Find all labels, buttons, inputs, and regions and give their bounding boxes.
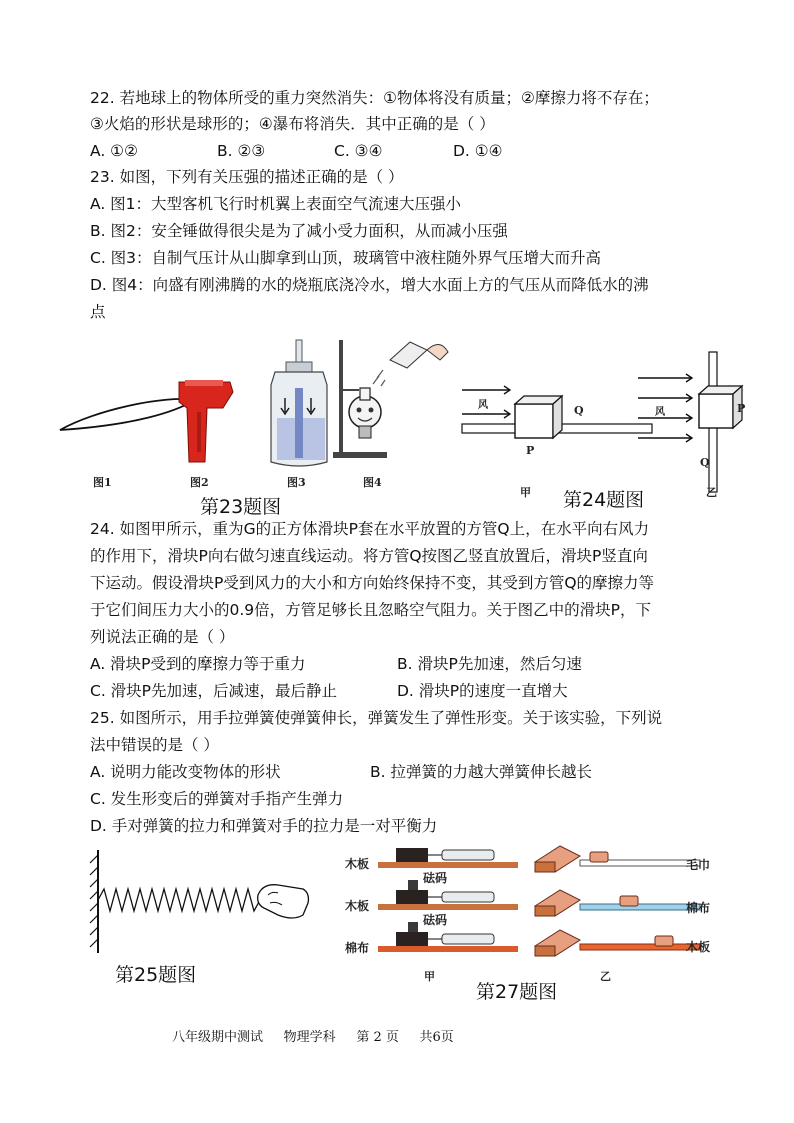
figure-24-yi-label: 乙 — [706, 486, 717, 499]
wall-hatching — [90, 855, 98, 947]
figure-23-caption: 第23题图 — [200, 496, 282, 518]
figure-24-yi-q-label: Q — [700, 456, 710, 469]
hand-icon — [258, 885, 309, 918]
spring-icon — [98, 889, 260, 911]
q23-option-d-line2: 点 — [90, 303, 106, 321]
figure-27-yi-surface3-label: 木板 — [686, 940, 711, 954]
figure-23-illustrations — [55, 330, 465, 490]
figure-27-jia-row1-label: 木板 — [345, 857, 370, 871]
figure-25-caption: 第25题图 — [115, 964, 197, 986]
board-2 — [378, 904, 518, 910]
q22-option-c: C. ③④ — [334, 142, 383, 160]
q22-line1: 22. 若地球上的物体所受的重力突然消失：①物体将没有质量；②摩擦力将不存在； — [90, 89, 659, 107]
figure-24-illustrations — [460, 340, 760, 500]
q23-option-c: C. 图3：自制气压计从山脚拿到山顶，玻璃管中液柱随外界气压增大而升高 — [90, 249, 602, 267]
figure-24-yi-diagram — [638, 352, 742, 492]
q25-option-d: D. 手对弹簧的拉力和弹簧对手的拉力是一对平衡力 — [90, 817, 438, 835]
block-1 — [396, 848, 428, 862]
q23-option-a: A. 图1：大型客机飞行时机翼上表面空气流速大压强小 — [90, 195, 462, 213]
q24-line2: 的作用下，滑块P向右做匀速直线运动。将方管Q按图乙竖直放置后，滑块P竖直向 — [90, 547, 648, 565]
q24-option-b: B. 滑块P先加速，然后匀速 — [397, 655, 582, 673]
figure-23-label-2: 图2 — [190, 476, 209, 489]
figure-27-jia-row3-label: 棉布 — [345, 941, 370, 955]
figure-27-yi-label: 乙 — [600, 970, 611, 983]
q22-option-a: A. ①② — [90, 142, 138, 160]
q23-option-d-line1: D. 图4：向盛有刚沸腾的水的烧瓶底浇冷水，增大水面上方的气压从而降低水的沸 — [90, 276, 649, 294]
q25-line1: 25. 如图所示，用手拉弹簧使弹簧伸长，弹簧发生了弹性形变。关于该实验，下列说 — [90, 709, 663, 727]
figure-24-jia-wind-label: 风 — [478, 400, 488, 411]
figure-27-jia-row2-label: 木板 — [345, 899, 370, 913]
figure-27-weight-label-2: 砝码 — [423, 913, 448, 927]
figure-24-yi-wind-label: 风 — [655, 407, 665, 418]
page-footer: 八年级期中测试 物理学科 第 2 页 共6页 — [172, 1030, 454, 1045]
q25-option-a: A. 说明力能改变物体的形状 — [90, 763, 281, 781]
figure-25-spring-diagram — [88, 845, 318, 960]
safety-hammer-icon — [179, 380, 233, 462]
q25-option-c: C. 发生形变后的弹簧对手指产生弹力 — [90, 790, 344, 808]
figure-23-label-3: 图3 — [287, 476, 306, 489]
q23-option-b: B. 图2：安全锤做得很尖是为了减小受力面积，从而减小压强 — [90, 222, 508, 240]
q22-option-b: B. ②③ — [217, 142, 266, 160]
q25-option-b: B. 拉弹簧的力越大弹簧伸长越长 — [370, 763, 592, 781]
cotton-surface — [580, 904, 700, 910]
figure-23-label-1: 图1 — [93, 476, 112, 489]
q24-line3: 下运动。假设滑块P受到风力的大小和方向始终保持不变，其受到方管Q的摩擦力等 — [90, 574, 655, 592]
figure-24-jia-label: 甲 — [520, 486, 531, 499]
figure-27-weight-label-1: 砝码 — [423, 871, 448, 885]
figure-27-jia-label: 甲 — [424, 970, 435, 983]
q22-option-d: D. ①④ — [453, 142, 503, 160]
q24-line1: 24. 如图甲所示，重为G的正方体滑块P套在水平放置的方管Q上，在水平向右风力 — [90, 520, 650, 538]
figure-24-yi-p-label: P — [737, 402, 746, 415]
figure-27-yi-surface2-label: 棉布 — [686, 901, 711, 915]
board-1 — [378, 862, 518, 868]
airplane-wing-icon — [60, 399, 195, 430]
q25-line2: 法中错误的是（ ） — [90, 736, 219, 754]
figure-23-label-4: 图4 — [363, 476, 382, 489]
homemade-barometer-icon — [271, 340, 327, 466]
q24-line4: 于它们间压力大小的0.9倍，方管足够长且忽略空气阻力。关于图乙中的滑块P，下 — [90, 601, 651, 619]
block-3 — [396, 932, 428, 946]
q24-option-d: D. 滑块P的速度一直增大 — [397, 682, 568, 700]
q24-option-c: C. 滑块P先加速，后减速，最后静止 — [90, 682, 338, 700]
q22-line2: ③火焰的形状是球形的；④瀑布将消失．其中正确的是（ ） — [90, 115, 495, 133]
wood-surface — [580, 944, 700, 950]
figure-24-jia-p-label: P — [526, 444, 535, 457]
figure-24-jia-diagram — [462, 386, 652, 438]
figure-24-jia-q-label: Q — [574, 404, 584, 417]
block-2 — [396, 890, 428, 904]
figure-27-yi-surface1-label: 毛巾 — [686, 858, 711, 872]
figure-27-caption: 第27题图 — [476, 981, 558, 1003]
q24-option-a: A. 滑块P受到的摩擦力等于重力 — [90, 655, 306, 673]
q24-line5: 列说法正确的是（ ） — [90, 628, 235, 646]
q23-stem: 23. 如图，下列有关压强的描述正确的是（ ） — [90, 168, 404, 186]
board-3 — [378, 946, 518, 952]
flask-on-stand-icon — [333, 340, 448, 458]
figure-24-caption: 第24题图 — [563, 489, 645, 511]
